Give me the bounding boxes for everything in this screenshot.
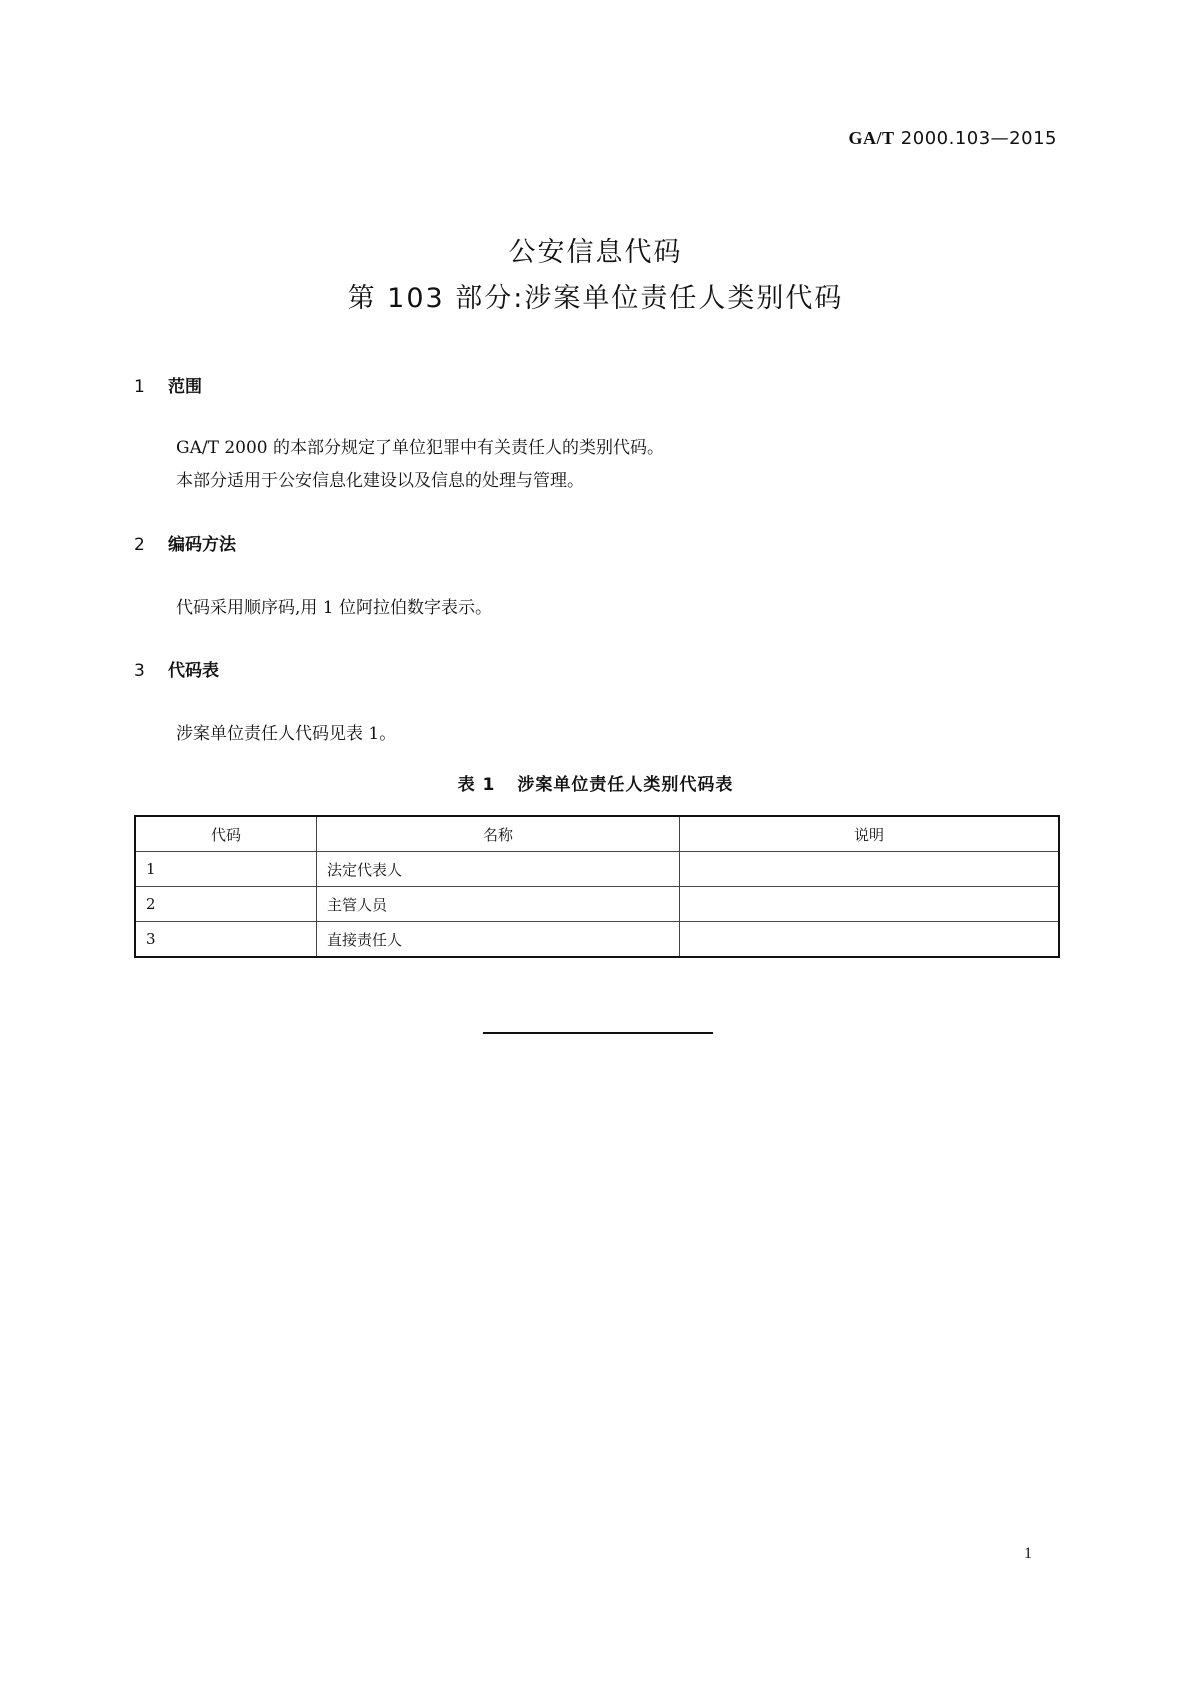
standard-prefix: GA/T (848, 128, 895, 148)
section-number: 2 (134, 535, 145, 555)
paragraph: 涉案单位责任人代码见表 1。 (176, 724, 397, 744)
section-number: 3 (134, 661, 145, 681)
code-table (134, 815, 1060, 958)
header-description: 说明 (680, 816, 1060, 852)
document-subtitle: 第 103 部分:涉案单位责任人类别代码 (347, 283, 844, 314)
standard-code (849, 128, 1057, 149)
cell-code: 3 (135, 922, 317, 958)
table-row (135, 852, 1059, 887)
table-caption-title: 涉案单位责任人类别代码表 (517, 775, 734, 795)
header-code: 代码 (135, 816, 317, 852)
table-row (135, 922, 1059, 958)
page-number: 1 (1024, 1545, 1032, 1562)
table-caption-number: 表 1 (457, 775, 496, 795)
standard-number: 2000.103—2015 (900, 128, 1057, 149)
cell-name: 直接责任人 (317, 922, 680, 958)
table-header-row (135, 816, 1059, 852)
table-row (135, 887, 1059, 922)
cell-code: 1 (135, 852, 317, 887)
section-2-heading (134, 530, 236, 555)
section-1-heading (134, 372, 202, 397)
cell-name: 主管人员 (317, 887, 680, 922)
document-title: 公安信息代码 (508, 237, 683, 268)
section-number: 1 (134, 377, 145, 397)
paragraph: 代码采用顺序码,用 1 位阿拉伯数字表示。 (176, 598, 493, 618)
table-caption (0, 770, 1191, 795)
section-3-heading (134, 656, 219, 681)
header-name: 名称 (317, 816, 680, 852)
cell-name: 法定代表人 (317, 852, 680, 887)
paragraph: 本部分适用于公安信息化建设以及信息的处理与管理。 (176, 471, 584, 491)
cell-description (680, 887, 1060, 922)
cell-description (680, 852, 1060, 887)
section-title: 编码方法 (168, 535, 236, 555)
section-title: 范围 (168, 377, 202, 397)
cell-description (680, 922, 1060, 958)
paragraph: GA/T 2000 的本部分规定了单位犯罪中有关责任人的类别代码。 (176, 438, 664, 458)
end-rule-divider (483, 1032, 713, 1034)
section-title: 代码表 (168, 661, 219, 681)
cell-code: 2 (135, 887, 317, 922)
